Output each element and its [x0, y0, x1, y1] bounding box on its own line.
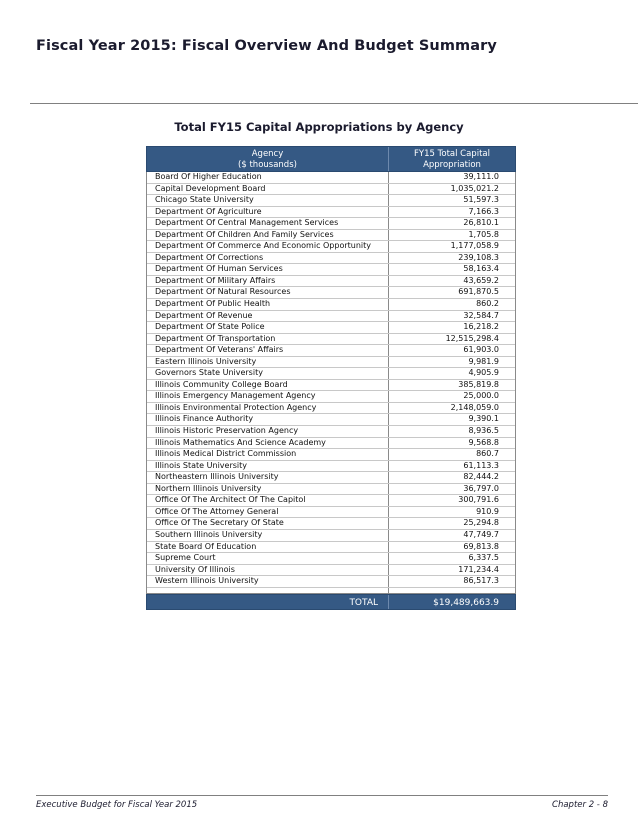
table-row — [147, 207, 515, 219]
appropriation-amount-cell: 61,113.3 — [463, 460, 499, 470]
table-row — [147, 403, 515, 415]
agency-name-cell: Department Of Military Affairs — [147, 276, 389, 287]
agency-name-cell: Board Of Higher Education — [147, 172, 389, 183]
appropriation-amount-cell: 51,597.3 — [463, 195, 499, 205]
appropriation-amount-cell: 860.2 — [476, 299, 499, 309]
agency-name-cell: Illinois Emergency Management Agency — [147, 391, 389, 402]
table-row — [147, 553, 515, 565]
appropriation-amount-cell: 58,163.4 — [463, 264, 499, 274]
appropriation-amount-cell: 6,337.5 — [468, 553, 499, 563]
appropriation-amount-cell: 39,111.0 — [463, 172, 499, 181]
agency-name-cell: Illinois Mathematics And Science Academy — [147, 438, 389, 449]
agency-header-line1: Agency — [251, 149, 284, 159]
agency-name-cell: Illinois Historic Preservation Agency — [147, 426, 389, 437]
appropriation-amount-cell: 82,444.2 — [463, 472, 499, 482]
table-row — [147, 253, 515, 265]
appropriation-amount-cell: 910.9 — [476, 506, 499, 516]
appropriation-amount-cell: 860.7 — [476, 449, 499, 459]
table-row — [147, 230, 515, 242]
appropriation-amount-cell: 16,218.2 — [463, 322, 499, 332]
appropriation-amount-cell: 9,568.8 — [468, 437, 499, 447]
total-value: $19,489,663.9 — [433, 597, 499, 608]
agency-name-cell: State Board Of Education — [147, 542, 389, 553]
agency-name-cell: University Of Illinois — [147, 565, 389, 576]
appropriation-amount-cell: 12,515,298.4 — [445, 333, 499, 343]
agency-name-cell: Southern Illinois University — [147, 530, 389, 541]
table-row — [147, 495, 515, 507]
table-row — [147, 345, 515, 357]
appropriation-amount-cell: 26,810.1 — [463, 218, 499, 228]
table-row — [147, 565, 515, 577]
table-row — [147, 542, 515, 554]
agency-name-cell: Capital Development Board — [147, 184, 389, 195]
agency-name-cell: Governors State University — [147, 368, 389, 379]
agency-name-cell: Illinois State University — [147, 461, 389, 472]
total-label: TOTAL — [147, 595, 389, 609]
agency-name-cell: Department Of Revenue — [147, 311, 389, 322]
agency-name-cell: Office Of The Attorney General — [147, 507, 389, 518]
agency-name-cell: Department Of State Police — [147, 322, 389, 333]
table-row — [147, 299, 515, 311]
agency-name-cell: Office Of The Architect Of The Capitol — [147, 495, 389, 506]
agency-name-cell: Department Of Public Health — [147, 299, 389, 310]
appropriation-amount-cell: 4,905.9 — [468, 368, 499, 378]
agency-name-cell: Supreme Court — [147, 553, 389, 564]
table-row — [147, 576, 515, 588]
table-row — [147, 218, 515, 230]
footer-document-title: Executive Budget for Fiscal Year 2015 — [36, 800, 198, 810]
table-row — [147, 414, 515, 426]
appropriations-table — [146, 146, 516, 610]
table-row — [147, 368, 515, 380]
amount-header-line1: FY15 Total Capital — [414, 149, 490, 159]
agency-name-cell: Northeastern Illinois University — [147, 472, 389, 483]
table-row — [147, 380, 515, 392]
table-row — [147, 322, 515, 334]
table-body — [146, 172, 516, 588]
agency-name-cell: Illinois Finance Authority — [147, 414, 389, 425]
table-row — [147, 276, 515, 288]
appropriation-amount-cell: 2,148,059.0 — [450, 402, 499, 412]
table-row — [147, 184, 515, 196]
appropriation-amount-cell: 69,813.8 — [463, 541, 499, 551]
total-row — [146, 594, 516, 610]
appropriation-amount-cell: 8,936.5 — [468, 426, 499, 436]
appropriation-amount-cell: 32,584.7 — [463, 310, 499, 320]
page-title: Fiscal Year 2015: Fiscal Overview And Budget Summary — [36, 38, 497, 54]
agency-name-cell: Chicago State University — [147, 195, 389, 206]
agency-name-cell: Department Of Natural Resources — [147, 287, 389, 298]
agency-column-header — [147, 147, 389, 171]
appropriation-amount-cell: 7,166.3 — [468, 206, 499, 216]
footer-page-number: Chapter 2 - 8 — [552, 800, 608, 810]
agency-name-cell: Illinois Medical District Commission — [147, 449, 389, 460]
table-row — [147, 172, 515, 184]
appropriation-amount-cell: 691,870.5 — [458, 287, 499, 297]
agency-name-cell: Eastern Illinois University — [147, 357, 389, 368]
appropriation-amount-cell: 1,705.8 — [468, 229, 499, 239]
appropriation-amount-cell: 9,981.9 — [468, 356, 499, 366]
table-row — [147, 287, 515, 299]
table-row — [147, 438, 515, 450]
agency-name-cell: Department Of Agriculture — [147, 207, 389, 218]
appropriation-amount-cell: 47,749.7 — [463, 529, 499, 539]
table-row — [147, 530, 515, 542]
appropriation-amount-cell: 171,234.4 — [458, 564, 499, 574]
table-row — [147, 484, 515, 496]
table-row — [147, 426, 515, 438]
appropriation-amount-cell: 239,108.3 — [458, 252, 499, 262]
agency-name-cell: Department Of Transportation — [147, 334, 389, 345]
footer-divider — [36, 795, 608, 796]
agency-name-cell: Department Of Veterans' Affairs — [147, 345, 389, 356]
agency-name-cell: Northern Illinois University — [147, 484, 389, 495]
appropriation-amount-cell: 86,517.3 — [463, 576, 499, 586]
table-row — [147, 391, 515, 403]
table-row — [147, 449, 515, 461]
agency-name-cell: Western Illinois University — [147, 576, 389, 587]
appropriation-amount-cell: 1,035,021.2 — [450, 183, 499, 193]
table-row — [147, 472, 515, 484]
agency-header-line2: ($ thousands) — [238, 160, 297, 170]
header-divider — [30, 103, 638, 104]
table-title: Total FY15 Capital Appropriations by Agency — [174, 120, 464, 134]
agency-name-cell: Department Of Human Services — [147, 264, 389, 275]
appropriation-amount-cell: 300,791.6 — [458, 495, 499, 505]
appropriation-amount-cell: 9,390.1 — [468, 414, 499, 424]
amount-header-line2: Appropriation — [423, 160, 481, 170]
table-row — [147, 357, 515, 369]
table-row — [147, 264, 515, 276]
appropriation-amount-cell: 25,294.8 — [463, 518, 499, 528]
appropriation-amount-cell: 1,177,058.9 — [450, 241, 499, 251]
appropriation-amount-cell: 36,797.0 — [463, 483, 499, 493]
table-row — [147, 334, 515, 346]
table-row — [147, 461, 515, 473]
amount-column-header — [389, 147, 515, 171]
agency-name-cell: Department Of Corrections — [147, 253, 389, 264]
table-row — [147, 311, 515, 323]
agency-name-cell: Illinois Community College Board — [147, 380, 389, 391]
appropriation-amount-cell: 61,903.0 — [463, 345, 499, 355]
agency-name-cell: Office Of The Secretary Of State — [147, 518, 389, 529]
agency-name-cell: Department Of Children And Family Services — [147, 230, 389, 241]
appropriation-amount-cell: 385,819.8 — [458, 379, 499, 389]
appropriation-amount-cell: 43,659.2 — [463, 275, 499, 285]
appropriation-amount-cell: 25,000.0 — [463, 391, 499, 401]
agency-name-cell: Department Of Commerce And Economic Opportunity — [147, 241, 389, 252]
table-header — [146, 146, 516, 172]
table-row — [147, 195, 515, 207]
agency-name-cell: Illinois Environmental Protection Agency — [147, 403, 389, 414]
agency-name-cell: Department Of Central Management Services — [147, 218, 389, 229]
table-row — [147, 507, 515, 519]
table-row — [147, 518, 515, 530]
table-row — [147, 241, 515, 253]
